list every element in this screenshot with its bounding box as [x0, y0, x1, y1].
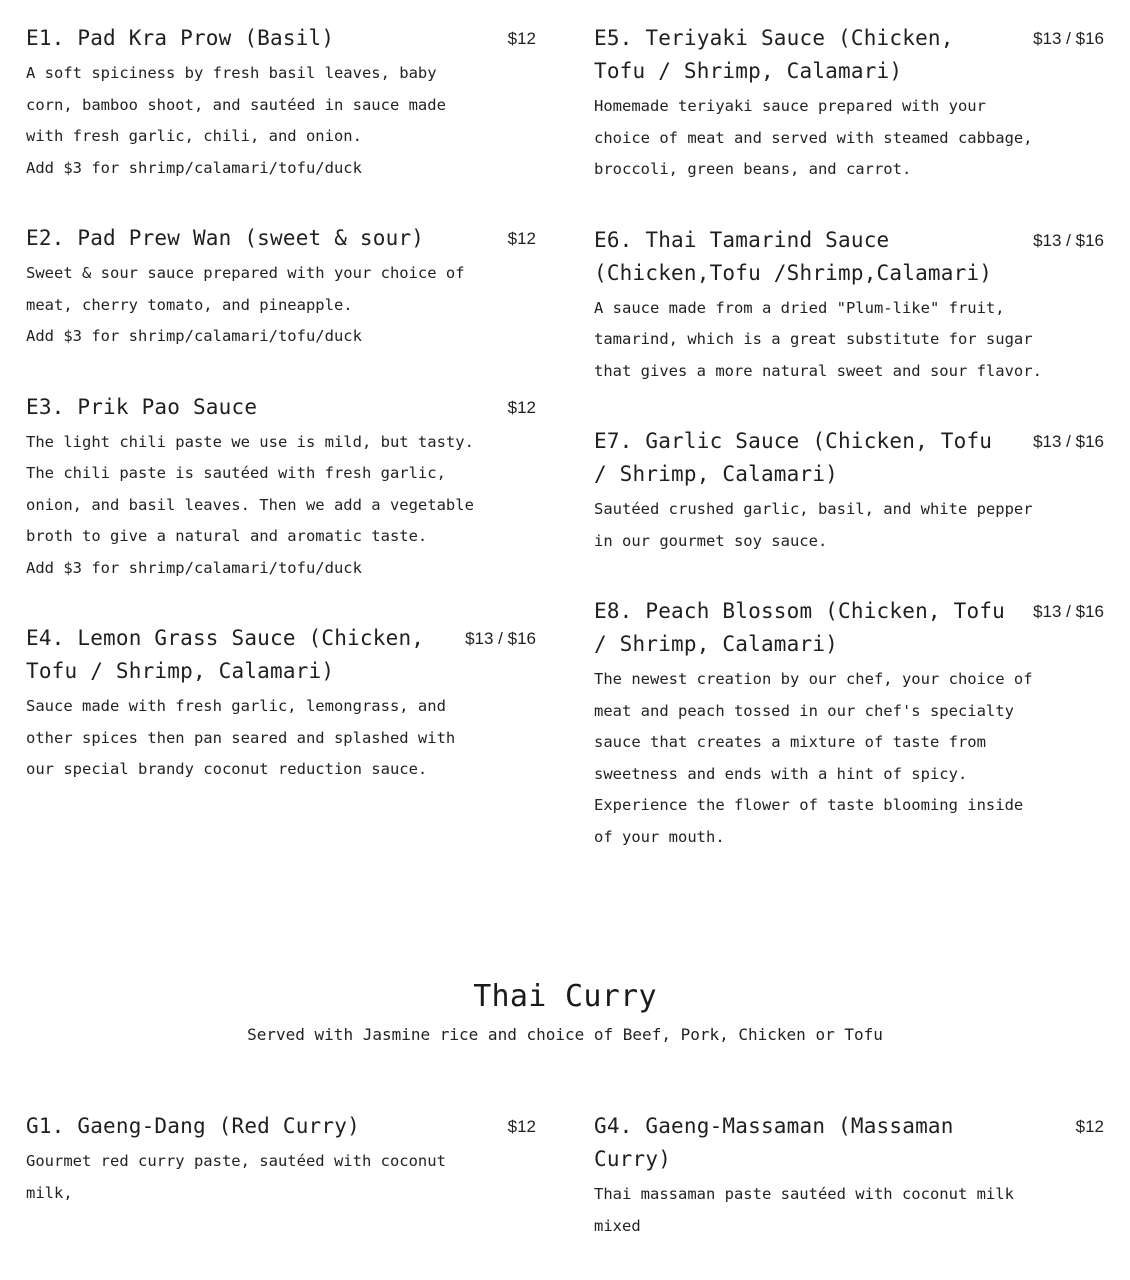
section-header-thai-curry	[0, 975, 1130, 1047]
item-title: E7. Garlic Sauce (Chicken, Tofu / Shrimp, Calamari)	[594, 429, 993, 486]
item-price: $13 / $16	[1033, 230, 1104, 250]
item-description: Gourmet red curry paste, sautéed with coconut milk,	[26, 1152, 446, 1202]
menu-item-e7	[594, 425, 1104, 557]
item-price: $12	[507, 29, 536, 48]
item-price: $12	[1075, 1117, 1104, 1136]
item-title: E5. Teriyaki Sauce (Chicken, Tofu / Shrimp, Calamari)	[594, 26, 954, 83]
item-price: $13 / $16	[465, 629, 536, 648]
curry-column-right	[594, 1110, 1104, 1280]
item-description: Homemade teriyaki sauce prepared with your choice of meat and served with steamed cabbage, broccoli, green beans, and carrot.	[594, 97, 1033, 178]
item-title: E3. Prik Pao Sauce	[26, 394, 258, 419]
item-description: A soft spiciness by fresh basil leaves, baby corn, bamboo shoot, and sautéed in sauce made with fresh garlic, chili, and onion.	[26, 64, 446, 145]
menu-column-left	[26, 22, 536, 824]
item-note: Add $3 for shrimp/calamari/tofu/duck	[26, 327, 362, 345]
menu-item-e4	[26, 622, 536, 786]
item-description: The newest creation by our chef, your choice of meat and peach tossed in our chef's specialty sauce that creates a mixture of taste from sweetness and ends with a hint of spicy. Experience the flower of taste blooming inside of your mouth.	[594, 670, 1033, 846]
menu-item-e1	[26, 22, 536, 184]
item-price: $13 / $16	[1033, 602, 1104, 621]
section-title: Thai Curry	[473, 979, 657, 1014]
item-note: Add $3 for shrimp/calamari/tofu/duck	[26, 158, 362, 177]
item-title: E1. Pad Kra Prow (Basil)	[26, 26, 335, 50]
item-price: $12	[507, 397, 536, 417]
item-description: The light chili paste we use is mild, but tasty. The chili paste is sautéed with fresh garlic, onion, and basil leaves. Then we add a vegetable broth to give a natural and aromatic taste.	[26, 432, 474, 545]
item-title: E4. Lemon Grass Sauce (Chicken, Tofu / Shrimp, Calamari)	[26, 626, 425, 683]
menu-item-e3	[26, 391, 536, 585]
item-description: A sauce made from a dried "Plum-like" fruit, tamarind, which is a great substitute for sugar that gives a more natural sweet and sour flavor.	[594, 298, 1042, 380]
item-title: G1. Gaeng-Dang (Red Curry)	[26, 1114, 360, 1138]
item-title: E6. Thai Tamarind Sauce (Chicken,Tofu /Shrimp,Calamari)	[594, 227, 993, 285]
menu-item-e8	[594, 595, 1104, 853]
menu-item-e6	[594, 224, 1104, 388]
item-note: Add $3 for shrimp/calamari/tofu/duck	[26, 558, 362, 577]
item-description: Sweet & sour sauce prepared with your choice of meat, cherry tomato, and pineapple.	[26, 264, 465, 314]
menu-column-right	[594, 22, 1104, 891]
menu-item-g1	[26, 1110, 536, 1209]
menu-item-e2	[26, 222, 536, 353]
item-price: $12	[507, 229, 536, 248]
item-description: Thai massaman paste sautéed with coconut milk mixed	[594, 1185, 1014, 1235]
menu-item-g4	[594, 1110, 1104, 1242]
item-price: $12	[507, 1117, 536, 1136]
section-subtitle: Served with Jasmine rice and choice of Beef, Pork, Chicken or Tofu	[247, 1025, 883, 1044]
item-description: Sautéed crushed garlic, basil, and white pepper in our gourmet soy sauce.	[594, 500, 1033, 550]
item-description: Sauce made with fresh garlic, lemongrass, and other spices then pan seared and splashed with our special brandy coconut reduction sauce.	[26, 697, 456, 778]
curry-column-left	[26, 1110, 536, 1247]
item-title: G4. Gaeng-Massaman (Massaman Curry)	[594, 1114, 954, 1171]
item-price: $13 / $16	[1033, 432, 1104, 451]
menu-item-e5	[594, 22, 1104, 186]
item-title: E8. Peach Blossom (Chicken, Tofu / Shrimp, Calamari)	[594, 599, 1005, 656]
item-title: E2. Pad Prew Wan (sweet & sour)	[26, 226, 425, 250]
item-price: $13 / $16	[1033, 29, 1104, 48]
